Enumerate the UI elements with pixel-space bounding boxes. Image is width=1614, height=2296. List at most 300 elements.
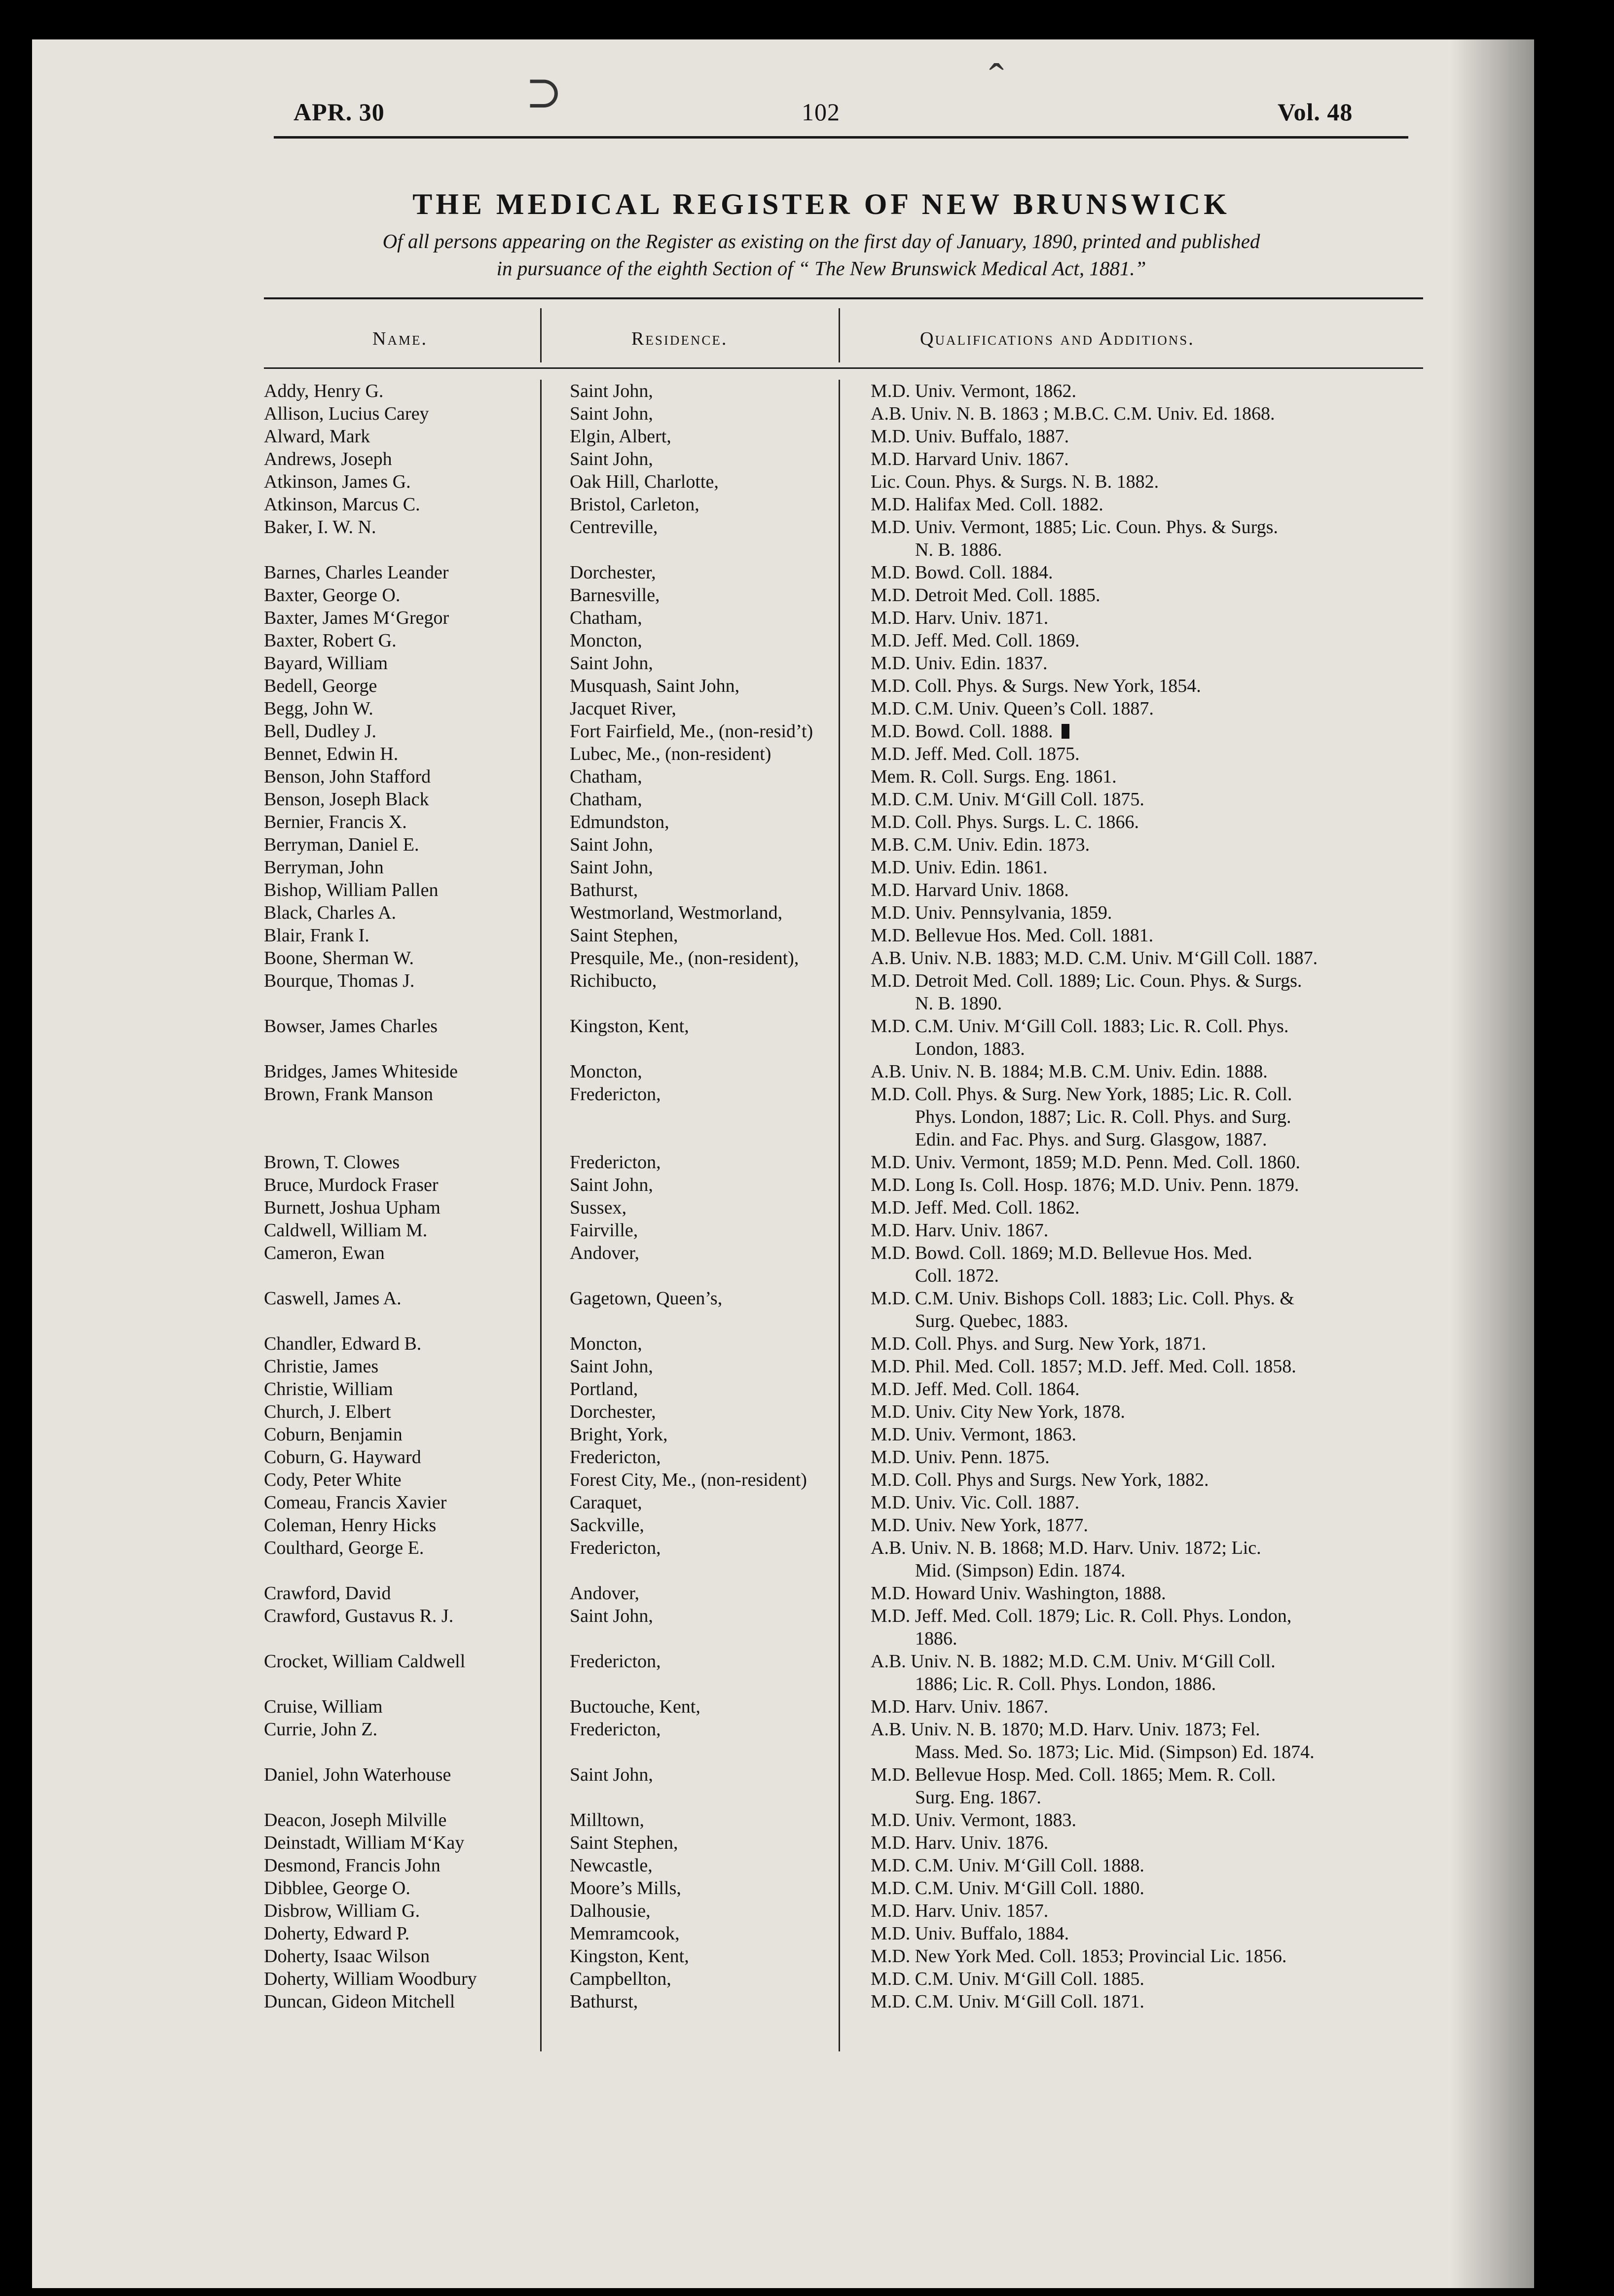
entry-qualifications <box>871 516 1428 561</box>
qualification-text: M.D. New York Med. Coll. 1853; Provincial Lic. 1856. <box>871 1946 1287 1967</box>
header-volume: Vol. 48 <box>1278 98 1353 126</box>
qualification-text: M.D. Coll. Phys. & Surg. New York, 1885; Lic. R. Coll. <box>871 1084 1292 1105</box>
entry-qualifications <box>871 1060 1428 1083</box>
ink-mark-icon <box>1062 724 1069 739</box>
register-entry <box>264 765 1467 788</box>
qualification-line <box>871 1174 1428 1196</box>
qualification-text: N. B. 1890. <box>915 993 1002 1014</box>
register-entry <box>264 1514 1467 1537</box>
register-entries <box>264 380 1467 2013</box>
qualification-line <box>871 924 1428 947</box>
entry-residence: Saint John, <box>570 381 653 401</box>
register-entry <box>264 1809 1467 1831</box>
entry-qualifications <box>871 675 1428 697</box>
qualification-text: N. B. 1886. <box>915 539 1002 560</box>
entry-qualifications <box>871 1990 1428 2013</box>
qualification-line <box>871 788 1428 811</box>
entry-residence: Saint John, <box>570 653 653 674</box>
register-entry <box>264 1423 1467 1446</box>
entry-residence: Buctouche, Kent, <box>570 1696 700 1717</box>
qualification-line <box>871 1968 1428 1990</box>
register-entry <box>264 1491 1467 1514</box>
qualification-line <box>871 1219 1428 1242</box>
column-divider <box>839 308 840 362</box>
entry-residence: Moncton, <box>570 1061 642 1082</box>
entry-name: Brown, Frank Manson <box>264 1084 434 1105</box>
entry-residence: Chatham, <box>570 608 642 628</box>
qualification-text: Surg. Eng. 1867. <box>915 1787 1041 1808</box>
register-entry <box>264 1831 1467 1854</box>
qualification-line <box>871 1650 1428 1673</box>
qualification-text: M.D. Detroit Med. Coll. 1889; Lic. Coun. Phys. & Surgs. <box>871 970 1302 991</box>
entry-residence: Fredericton, <box>570 1084 661 1105</box>
entry-name: Bell, Dudley J. <box>264 721 376 742</box>
entry-qualifications <box>871 402 1428 425</box>
entry-residence: Musquash, Saint John, <box>570 676 740 696</box>
register-entry <box>264 856 1467 879</box>
entry-residence: Oak Hill, Charlotte, <box>570 471 719 492</box>
qualification-line <box>871 969 1428 992</box>
entry-qualifications <box>871 584 1428 607</box>
register-entry <box>264 1854 1467 1877</box>
register-entry <box>264 811 1467 833</box>
register-entry <box>264 1174 1467 1196</box>
qualification-line <box>871 493 1428 516</box>
qualification-text: A.B. Univ. N. B. 1863 ; M.B.C. C.M. Univ. Ed. 1868. <box>871 403 1275 424</box>
entry-residence: Kingston, Kent, <box>570 1946 689 1967</box>
entry-qualifications <box>871 1763 1428 1809</box>
qualification-line <box>871 1469 1428 1491</box>
entry-name: Berryman, John <box>264 857 384 878</box>
entry-name: Bishop, William Pallen <box>264 880 439 900</box>
subtitle-line-2: in pursuance of the eighth Section of “ The New Brunswick Medical Act, 1881.” <box>496 257 1146 280</box>
entry-residence: Chatham, <box>570 766 642 787</box>
qualification-line <box>871 1627 1428 1650</box>
entry-qualifications <box>871 652 1428 675</box>
entry-qualifications <box>871 1219 1428 1242</box>
entry-name: Bridges, James Whiteside <box>264 1061 458 1082</box>
entry-qualifications <box>871 811 1428 833</box>
register-entry <box>264 901 1467 924</box>
entry-qualifications <box>871 1514 1428 1537</box>
entry-name: Doherty, Edward P. <box>264 1923 410 1944</box>
entry-name: Bruce, Murdock Fraser <box>264 1175 439 1195</box>
entry-qualifications <box>871 1877 1428 1900</box>
register-entry <box>264 448 1467 470</box>
qualification-text: M.D. Howard Univ. Washington, 1888. <box>871 1583 1166 1604</box>
entry-name: Caswell, James A. <box>264 1288 402 1309</box>
qualification-line <box>871 1400 1428 1423</box>
register-entry <box>264 1287 1467 1332</box>
qualification-text: Mid. (Simpson) Edin. 1874. <box>915 1560 1126 1581</box>
qualification-line <box>871 1423 1428 1446</box>
qualification-line <box>871 1128 1428 1151</box>
register-entry <box>264 1605 1467 1650</box>
entry-name: Chandler, Edward B. <box>264 1333 422 1354</box>
entry-name: Addy, Henry G. <box>264 381 384 401</box>
register-entry <box>264 516 1467 561</box>
qualification-text: M.D. Bellevue Hosp. Med. Coll. 1865; Mem. R. Coll. <box>871 1764 1276 1785</box>
entry-qualifications <box>871 1605 1428 1650</box>
entry-name: Baxter, George O. <box>264 585 401 606</box>
entry-name: Christie, James <box>264 1356 379 1377</box>
entry-residence: Fredericton, <box>570 1651 661 1672</box>
entry-qualifications <box>871 1015 1428 1060</box>
qualification-text: M.D. C.M. Univ. M‘Gill Coll. 1871. <box>871 1991 1144 2012</box>
qualification-text: M.D. Harvard Univ. 1868. <box>871 880 1069 900</box>
entry-name: Andrews, Joseph <box>264 449 392 469</box>
entry-name: Doherty, William Woodbury <box>264 1969 477 1989</box>
entry-residence: Andover, <box>570 1583 639 1604</box>
entry-qualifications <box>871 743 1428 765</box>
qualification-text: M.D. Univ. Penn. 1875. <box>871 1447 1050 1468</box>
entry-name: Church, J. Elbert <box>264 1401 391 1422</box>
entry-qualifications <box>871 788 1428 811</box>
qualification-text: 1886. <box>915 1628 957 1649</box>
entry-residence: Bathurst, <box>570 880 638 900</box>
entry-residence: Presquile, Me., (non-resident), <box>570 948 799 969</box>
entry-qualifications <box>871 1355 1428 1378</box>
qualification-line <box>871 584 1428 607</box>
qualification-line <box>871 1990 1428 2013</box>
qualification-line <box>871 448 1428 470</box>
qualification-text: M.D. C.M. Univ. M‘Gill Coll. 1875. <box>871 789 1144 810</box>
entry-name: Crocket, William Caldwell <box>264 1651 466 1672</box>
register-entry <box>264 788 1467 811</box>
qualification-text: M.D. Univ. Edin. 1837. <box>871 653 1048 674</box>
entry-residence: Fredericton, <box>570 1719 661 1740</box>
header-date: APR. 30 <box>293 98 385 126</box>
column-divider <box>540 308 542 362</box>
qualification-line <box>871 1332 1428 1355</box>
entry-residence: Fairville, <box>570 1220 638 1241</box>
entry-name: Brown, T. Clowes <box>264 1152 400 1173</box>
qualification-line <box>871 1287 1428 1310</box>
qualification-line <box>871 1015 1428 1038</box>
qualification-text: A.B. Univ. N. B. 1884; M.B. C.M. Univ. Edin. 1888. <box>871 1061 1268 1082</box>
qualification-text: M.D. Univ. Vermont, 1885; Lic. Coun. Phys. & Surgs. <box>871 517 1278 538</box>
qualification-text: M.D. Jeff. Med. Coll. 1864. <box>871 1379 1080 1399</box>
qualification-line <box>871 1446 1428 1469</box>
qualification-text: 1886; Lic. R. Coll. Phys. London, 1886. <box>915 1674 1216 1694</box>
entry-name: Coleman, Henry Hicks <box>264 1515 437 1536</box>
entry-name: Cody, Peter White <box>264 1470 402 1490</box>
qualification-line <box>871 992 1428 1015</box>
qualification-line <box>871 1514 1428 1537</box>
entry-name: Christie, William <box>264 1379 393 1399</box>
entry-name: Bernier, Francis X. <box>264 812 407 832</box>
qualification-text: M.D. Jeff. Med. Coll. 1875. <box>871 744 1080 764</box>
entry-qualifications <box>871 765 1428 788</box>
qualification-line <box>871 1038 1428 1060</box>
entry-qualifications <box>871 1650 1428 1695</box>
register-entry <box>264 1060 1467 1083</box>
qualification-text: M.D. Long Is. Coll. Hosp. 1876; M.D. Univ. Penn. 1879. <box>871 1175 1299 1195</box>
entry-residence: Forest City, Me., (non-resident) <box>570 1470 807 1490</box>
table-top-rule <box>264 297 1423 299</box>
register-entry <box>264 1355 1467 1378</box>
qualification-line <box>871 402 1428 425</box>
qualification-text: M.D. Jeff. Med. Coll. 1879; Lic. R. Coll. Phys. London, <box>871 1606 1292 1626</box>
qualification-line <box>871 675 1428 697</box>
entry-name: Begg, John W. <box>264 698 373 719</box>
qualification-text: M.D. C.M. Univ. M‘Gill Coll. 1883; Lic. R. Coll. Phys. <box>871 1016 1289 1037</box>
entry-residence: Caraquet, <box>570 1492 642 1513</box>
entry-name: Daniel, John Waterhouse <box>264 1764 451 1785</box>
qualification-text: M.D. Harv. Univ. 1867. <box>871 1220 1049 1241</box>
entry-residence: Campbellton, <box>570 1969 671 1989</box>
qualification-line <box>871 1196 1428 1219</box>
qualification-text: Mass. Med. So. 1873; Lic. Mid. (Simpson) Ed. 1874. <box>915 1742 1315 1762</box>
entry-name: Barnes, Charles Leander <box>264 562 449 583</box>
qualification-line <box>871 607 1428 629</box>
qualification-text: M.D. Coll. Phys and Surgs. New York, 1882. <box>871 1470 1209 1490</box>
entry-qualifications <box>871 1423 1428 1446</box>
entry-residence: Saint John, <box>570 1175 653 1195</box>
qualification-text: M.D. Harv. Univ. 1867. <box>871 1696 1049 1717</box>
entry-name: Duncan, Gideon Mitchell <box>264 1991 455 2012</box>
register-entry <box>264 425 1467 448</box>
qualification-line <box>871 380 1428 402</box>
register-entry <box>264 380 1467 402</box>
entry-qualifications <box>871 448 1428 470</box>
qualification-text: M.D. Bellevue Hos. Med. Coll. 1881. <box>871 925 1154 946</box>
entry-qualifications <box>871 1174 1428 1196</box>
qualification-text: London, 1883. <box>915 1039 1025 1059</box>
register-entry <box>264 1968 1467 1990</box>
entry-residence: Kingston, Kent, <box>570 1016 689 1037</box>
pencil-mark-icon: ˆ <box>989 55 1004 104</box>
qualification-line <box>871 879 1428 901</box>
entry-residence: Saint John, <box>570 1606 653 1626</box>
entry-name: Atkinson, Marcus C. <box>264 494 420 515</box>
register-entry <box>264 969 1467 1015</box>
qualification-text: Surg. Quebec, 1883. <box>915 1311 1068 1331</box>
qualification-text: Lic. Coun. Phys. & Surgs. N. B. 1882. <box>871 471 1159 492</box>
entry-qualifications <box>871 1968 1428 1990</box>
entry-residence: Dorchester, <box>570 562 656 583</box>
qualification-text: M.D. Phil. Med. Coll. 1857; M.D. Jeff. Med. Coll. 1858. <box>871 1356 1296 1377</box>
entry-name: Dibblee, George O. <box>264 1878 410 1899</box>
register-entry <box>264 1922 1467 1945</box>
qualification-text: M.D. Univ. Vermont, 1883. <box>871 1810 1076 1830</box>
entry-residence: Bright, York, <box>570 1424 668 1445</box>
qualification-text: A.B. Univ. N. B. 1868; M.D. Harv. Univ. 1872; Lic. <box>871 1538 1261 1558</box>
qualification-line <box>871 1854 1428 1877</box>
entry-residence: Moncton, <box>570 630 642 651</box>
register-entry <box>264 743 1467 765</box>
entry-qualifications <box>871 1831 1428 1854</box>
entry-residence: Sackville, <box>570 1515 644 1536</box>
register-entry <box>264 1945 1467 1968</box>
entry-name: Benson, Joseph Black <box>264 789 429 810</box>
qualification-line <box>871 1763 1428 1786</box>
register-entry <box>264 1242 1467 1287</box>
entry-residence: Bathurst, <box>570 1991 638 2012</box>
qualification-text: M.D. Halifax Med. Coll. 1882. <box>871 494 1103 515</box>
qualification-text: M.D. Harv. Univ. 1876. <box>871 1832 1049 1853</box>
entry-name: Bennet, Edwin H. <box>264 744 399 764</box>
qualification-text: Coll. 1872. <box>915 1265 999 1286</box>
qualification-line <box>871 697 1428 720</box>
entry-residence: Saint John, <box>570 1356 653 1377</box>
entry-residence: Fredericton, <box>570 1152 661 1173</box>
qualification-text: M.D. Univ. Vermont, 1863. <box>871 1424 1076 1445</box>
entry-qualifications <box>871 1922 1428 1945</box>
entry-qualifications <box>871 1900 1428 1922</box>
qualification-line <box>871 856 1428 879</box>
qualification-line <box>871 1310 1428 1332</box>
entry-residence: Andover, <box>570 1243 639 1263</box>
register-entry <box>264 470 1467 493</box>
entry-residence: Saint Stephen, <box>570 1832 678 1853</box>
entry-residence: Memramcook, <box>570 1923 680 1944</box>
qualification-line <box>871 1083 1428 1106</box>
entry-qualifications <box>871 1378 1428 1400</box>
entry-name: Baxter, Robert G. <box>264 630 397 651</box>
entry-residence: Fort Fairfield, Me., (non-resid’t) <box>570 721 813 742</box>
entry-name: Crawford, David <box>264 1583 391 1604</box>
entry-name: Comeau, Francis Xavier <box>264 1492 447 1513</box>
register-entry <box>264 1763 1467 1809</box>
register-entry <box>264 1990 1467 2013</box>
qualification-line <box>871 901 1428 924</box>
entry-name: Disbrow, William G. <box>264 1901 420 1921</box>
qualification-line <box>871 1945 1428 1968</box>
entry-name: Boone, Sherman W. <box>264 948 414 969</box>
qualification-line <box>871 652 1428 675</box>
entry-name: Coburn, G. Hayward <box>264 1447 421 1468</box>
qualification-text: M.D. Univ. Vic. Coll. 1887. <box>871 1492 1080 1513</box>
qualification-text: Mem. R. Coll. Surgs. Eng. 1861. <box>871 766 1117 787</box>
entry-qualifications <box>871 629 1428 652</box>
entry-name: Cruise, William <box>264 1696 383 1717</box>
entry-residence: Jacquet River, <box>570 698 676 719</box>
register-entry <box>264 629 1467 652</box>
register-entry <box>264 1400 1467 1423</box>
register-entry <box>264 1151 1467 1174</box>
entry-name: Alward, Mark <box>264 426 370 447</box>
qualification-text: M.D. Jeff. Med. Coll. 1869. <box>871 630 1080 651</box>
entry-qualifications <box>871 1718 1428 1763</box>
register-entry <box>264 1378 1467 1400</box>
entry-residence: Elgin, Albert, <box>570 426 671 447</box>
entry-qualifications <box>871 1537 1428 1582</box>
qualification-line <box>871 1900 1428 1922</box>
qualification-line <box>871 1355 1428 1378</box>
entry-qualifications <box>871 697 1428 720</box>
qualification-text: M.D. C.M. Univ. Bishops Coll. 1883; Lic. Coll. Phys. & <box>871 1288 1294 1309</box>
entry-qualifications <box>871 879 1428 901</box>
qualification-line <box>871 1695 1428 1718</box>
register-entry <box>264 493 1467 516</box>
register-entry <box>264 879 1467 901</box>
entry-qualifications <box>871 1242 1428 1287</box>
qualification-line <box>871 720 1428 743</box>
register-entry <box>264 1469 1467 1491</box>
entry-residence: Centreville, <box>570 517 658 538</box>
entry-name: Blair, Frank I. <box>264 925 369 946</box>
entry-name: Burnett, Joshua Upham <box>264 1197 440 1218</box>
entry-name: Currie, John Z. <box>264 1719 378 1740</box>
entry-residence: Dalhousie, <box>570 1901 651 1921</box>
entry-residence: Newcastle, <box>570 1855 653 1876</box>
register-entry <box>264 1695 1467 1718</box>
entry-qualifications <box>871 1695 1428 1718</box>
entry-qualifications <box>871 901 1428 924</box>
entry-name: Coburn, Benjamin <box>264 1424 403 1445</box>
qualification-line <box>871 1491 1428 1514</box>
entry-name: Bowser, James Charles <box>264 1016 438 1037</box>
qualification-line <box>871 1242 1428 1264</box>
register-entry <box>264 675 1467 697</box>
entry-qualifications <box>871 1582 1428 1605</box>
qualification-line <box>871 1151 1428 1174</box>
register-entry <box>264 584 1467 607</box>
entry-name: Deacon, Joseph Milville <box>264 1810 447 1830</box>
entry-residence: Saint John, <box>570 1764 653 1785</box>
entry-residence: Dorchester, <box>570 1401 656 1422</box>
qualification-line <box>871 1060 1428 1083</box>
entry-qualifications <box>871 1196 1428 1219</box>
qualification-line <box>871 629 1428 652</box>
qualification-text: M.D. Univ. Vermont, 1859; M.D. Penn. Med. Coll. 1860. <box>871 1152 1300 1173</box>
entry-qualifications <box>871 493 1428 516</box>
entry-name: Berryman, Daniel E. <box>264 834 419 855</box>
entry-qualifications <box>871 425 1428 448</box>
entry-qualifications <box>871 947 1428 969</box>
entry-residence: Saint John, <box>570 449 653 469</box>
qualification-line <box>871 1106 1428 1128</box>
qualification-line <box>871 470 1428 493</box>
entry-residence: Chatham, <box>570 789 642 810</box>
register-entry <box>264 1083 1467 1151</box>
column-header-name: Name. <box>372 328 428 349</box>
register-entry <box>264 1332 1467 1355</box>
qualification-text: M.D. Univ. New York, 1877. <box>871 1515 1088 1536</box>
qualification-line <box>871 516 1428 538</box>
entry-residence: Richibucto, <box>570 970 657 991</box>
entry-residence: Saint John, <box>570 857 653 878</box>
entry-qualifications <box>871 1083 1428 1151</box>
qualification-line <box>871 1673 1428 1695</box>
register-entry <box>264 1219 1467 1242</box>
entry-residence: Saint Stephen, <box>570 925 678 946</box>
register-entry <box>264 1015 1467 1060</box>
register-entry <box>264 652 1467 675</box>
entry-residence: Portland, <box>570 1379 638 1399</box>
entry-name: Benson, John Stafford <box>264 766 431 787</box>
register-entry <box>264 947 1467 969</box>
qualification-text: M.D. C.M. Univ. Queen’s Coll. 1887. <box>871 698 1154 719</box>
entry-qualifications <box>871 969 1428 1015</box>
qualification-text: M.D. Bowd. Coll. 1869; M.D. Bellevue Hos. Med. <box>871 1243 1252 1263</box>
entry-qualifications <box>871 1809 1428 1831</box>
qualification-line <box>871 1537 1428 1559</box>
table-header-rule <box>264 367 1423 369</box>
qualification-line <box>871 1877 1428 1900</box>
qualification-text: M.D. Jeff. Med. Coll. 1862. <box>871 1197 1080 1218</box>
qualification-line <box>871 947 1428 969</box>
entry-qualifications <box>871 1469 1428 1491</box>
qualification-text: M.D. Detroit Med. Coll. 1885. <box>871 585 1100 606</box>
qualification-line <box>871 1809 1428 1831</box>
entry-residence: Westmorland, Westmorland, <box>570 902 783 923</box>
entry-residence: Saint John, <box>570 403 653 424</box>
qualification-text: A.B. Univ. N.B. 1883; M.D. C.M. Univ. M‘Gill Coll. 1887. <box>871 948 1318 969</box>
entry-qualifications <box>871 470 1428 493</box>
entry-name: Crawford, Gustavus R. J. <box>264 1606 454 1626</box>
